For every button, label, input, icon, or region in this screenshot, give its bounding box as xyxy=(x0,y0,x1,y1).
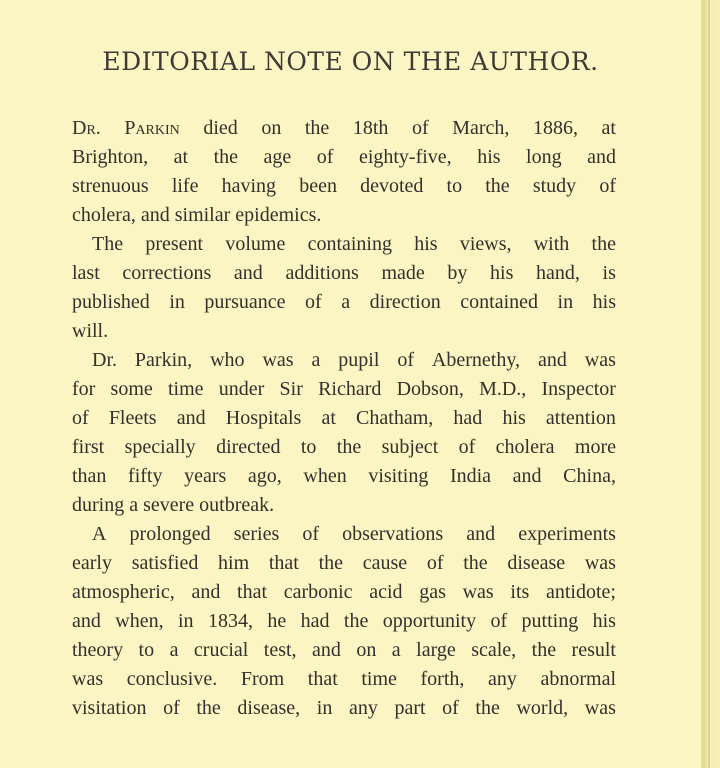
word: and xyxy=(466,523,496,545)
word: large xyxy=(416,639,456,661)
word: his xyxy=(592,291,616,313)
text-line xyxy=(72,288,616,317)
word: ago, xyxy=(247,465,282,487)
word: was xyxy=(262,349,294,371)
word: Chatham, xyxy=(356,407,434,429)
word: observations xyxy=(342,523,444,545)
text-line xyxy=(72,375,616,404)
word: scale, xyxy=(471,639,517,661)
word: a xyxy=(169,639,179,661)
word: age xyxy=(263,146,292,168)
word: any xyxy=(487,668,517,690)
text-line xyxy=(72,520,616,549)
paragraph-2 xyxy=(72,230,616,346)
word: visitation xyxy=(72,697,147,719)
word: the xyxy=(485,175,510,197)
word: Richard xyxy=(318,378,382,400)
word: at xyxy=(173,146,189,168)
word: putting xyxy=(521,610,579,632)
word: of xyxy=(316,146,334,168)
word: strenuous xyxy=(72,175,149,197)
word: volume xyxy=(225,233,286,255)
page-title: EDITORIAL NOTE ON THE AUTHOR. xyxy=(102,47,599,76)
text-line xyxy=(72,433,616,462)
word: pupil xyxy=(338,349,380,371)
word: had xyxy=(453,407,483,429)
word: last xyxy=(72,262,100,284)
word: containing xyxy=(307,233,392,255)
word: crucial xyxy=(193,639,249,661)
word: cholera xyxy=(495,436,555,458)
word: Dr. xyxy=(92,349,117,371)
word: acid xyxy=(369,581,403,603)
word: India xyxy=(449,465,492,487)
word: when, xyxy=(115,610,164,632)
word: views, xyxy=(459,233,512,255)
text-line xyxy=(72,201,616,230)
word: and xyxy=(537,349,567,371)
body-text xyxy=(72,114,616,723)
text-line xyxy=(72,404,616,433)
word: the xyxy=(475,697,500,719)
word: visiting xyxy=(368,465,429,487)
word: and xyxy=(176,407,206,429)
word: Dr. xyxy=(72,117,101,139)
word: result xyxy=(571,639,616,661)
word: his xyxy=(414,233,438,255)
word: time xyxy=(361,668,397,690)
word: Parkin, xyxy=(134,349,193,371)
word: of xyxy=(411,117,429,139)
word: part xyxy=(394,697,426,719)
word: March, xyxy=(452,117,510,139)
word: the xyxy=(318,552,344,574)
word: cause xyxy=(362,552,408,574)
word: the xyxy=(213,146,238,168)
word: more xyxy=(574,436,616,458)
word: Brighton, xyxy=(72,146,149,168)
word: by xyxy=(447,262,468,284)
page-edge-shadow xyxy=(701,0,720,768)
word: his xyxy=(490,262,514,284)
word: a xyxy=(311,349,321,371)
text-line xyxy=(72,665,616,694)
word: Dobson, xyxy=(396,378,464,400)
word: of xyxy=(442,697,459,719)
word: him xyxy=(218,552,250,574)
word: with xyxy=(533,233,570,255)
text-line xyxy=(72,549,616,578)
word: the xyxy=(531,639,557,661)
word: life xyxy=(171,175,199,197)
word: in xyxy=(178,610,194,632)
word: disease xyxy=(507,552,566,574)
text-line-content: during a severe outbreak. xyxy=(72,494,275,516)
word: test, xyxy=(263,639,297,661)
word: a xyxy=(341,291,351,313)
word: conclusive. xyxy=(126,668,218,690)
word: for xyxy=(72,378,96,400)
word: and xyxy=(512,465,542,487)
text-line xyxy=(72,230,616,259)
word: his xyxy=(502,407,526,429)
word: the xyxy=(196,697,221,719)
word: is xyxy=(602,262,616,284)
word: having xyxy=(221,175,277,197)
word: atmospheric, xyxy=(72,581,175,603)
word: at xyxy=(601,117,616,139)
word: published xyxy=(72,291,150,313)
word: years xyxy=(184,465,227,487)
word: in xyxy=(169,291,185,313)
paragraph-3 xyxy=(72,346,616,520)
word: that xyxy=(237,581,268,603)
word: A xyxy=(92,523,107,545)
word: directed xyxy=(216,436,281,458)
word: theory xyxy=(72,639,124,661)
word: of xyxy=(397,349,414,371)
word: of xyxy=(599,175,616,197)
word: hand, xyxy=(536,262,580,284)
word: than xyxy=(72,465,107,487)
word: that xyxy=(307,668,338,690)
word: study xyxy=(532,175,577,197)
word: pursuance xyxy=(204,291,286,313)
word: he xyxy=(267,610,287,632)
word: carbonic xyxy=(283,581,353,603)
word: Fleets xyxy=(108,407,157,429)
word: in xyxy=(316,697,333,719)
text-line xyxy=(72,607,616,636)
word: satisfied xyxy=(131,552,199,574)
word: of xyxy=(163,697,180,719)
word: on xyxy=(356,639,377,661)
word: to xyxy=(446,175,463,197)
word: long xyxy=(526,146,562,168)
word: and xyxy=(233,262,263,284)
page-edge-line xyxy=(708,0,710,768)
word: of xyxy=(458,436,476,458)
word: 1834, xyxy=(207,610,253,632)
word: and xyxy=(312,639,341,661)
word: to xyxy=(300,436,317,458)
word: made xyxy=(381,262,425,284)
word: The xyxy=(92,233,124,255)
word: of xyxy=(302,523,319,545)
word: his xyxy=(477,146,501,168)
word: been xyxy=(299,175,337,197)
word: corrections xyxy=(122,262,212,284)
word: at xyxy=(321,407,336,429)
word: devoted xyxy=(360,175,424,197)
text-line xyxy=(72,694,616,723)
word: was xyxy=(584,697,616,719)
word: his xyxy=(592,610,616,632)
word: Parkin xyxy=(124,117,180,139)
word: of xyxy=(72,407,89,429)
word: world, xyxy=(516,697,569,719)
word: abnormal xyxy=(540,668,616,690)
word: died xyxy=(203,117,238,139)
word: the xyxy=(343,610,369,632)
word: fifty xyxy=(128,465,163,487)
word: on xyxy=(261,117,282,139)
text-line xyxy=(72,578,616,607)
word: its xyxy=(510,581,530,603)
word: M.D., xyxy=(479,378,527,400)
word: specially xyxy=(124,436,196,458)
word: gas xyxy=(419,581,446,603)
word: eighty-five, xyxy=(358,146,452,168)
text-line xyxy=(72,143,616,172)
word: some xyxy=(110,378,153,400)
word: early xyxy=(72,552,112,574)
text-line-content: will. xyxy=(72,320,109,342)
word: of xyxy=(305,291,322,313)
word: the xyxy=(591,233,616,255)
word: direction xyxy=(369,291,441,313)
word: China, xyxy=(563,465,616,487)
text-line xyxy=(72,317,616,346)
text-line xyxy=(72,172,616,201)
word: subject xyxy=(381,436,439,458)
word: 18th xyxy=(352,117,389,139)
word: was xyxy=(584,349,616,371)
word: that xyxy=(268,552,299,574)
word: Inspector xyxy=(541,378,616,400)
word: a xyxy=(391,639,401,661)
word: From xyxy=(240,668,285,690)
word: to xyxy=(138,639,155,661)
word: first xyxy=(72,436,105,458)
word: present xyxy=(145,233,204,255)
word: attention xyxy=(545,407,616,429)
word: opportunity xyxy=(382,610,477,632)
word: forth, xyxy=(420,668,465,690)
word: and xyxy=(191,581,221,603)
word: in xyxy=(557,291,574,313)
text-line xyxy=(72,462,616,491)
word: who xyxy=(210,349,245,371)
word: Hospitals xyxy=(225,407,302,429)
text-line xyxy=(72,636,616,665)
paragraph-4 xyxy=(72,520,616,723)
word: prolonged xyxy=(129,523,211,545)
text-line xyxy=(72,259,616,288)
word: and xyxy=(72,610,101,632)
word: was xyxy=(462,581,494,603)
word: disease, xyxy=(237,697,301,719)
word: the xyxy=(463,552,488,574)
text-line xyxy=(72,491,616,520)
text-line xyxy=(72,114,616,143)
word: was xyxy=(584,552,616,574)
word: of xyxy=(490,610,508,632)
word: under xyxy=(218,378,265,400)
word: experiments xyxy=(518,523,616,545)
word: 1886, xyxy=(532,117,578,139)
word: the xyxy=(336,436,362,458)
text-line-content: cholera, and similar epidemics. xyxy=(72,204,322,226)
word: when xyxy=(303,465,347,487)
text-line xyxy=(72,346,616,375)
word: Sir xyxy=(279,378,303,400)
word: time xyxy=(167,378,204,400)
paragraph-1 xyxy=(72,114,616,230)
word: antidote; xyxy=(546,581,616,603)
word: series xyxy=(233,523,280,545)
word: was xyxy=(72,668,104,690)
word: the xyxy=(304,117,330,139)
word: any xyxy=(348,697,378,719)
word: and xyxy=(587,146,616,168)
word: contained xyxy=(460,291,539,313)
word: additions xyxy=(285,262,359,284)
word: had xyxy=(300,610,330,632)
word: of xyxy=(426,552,444,574)
word: Abernethy, xyxy=(431,349,521,371)
